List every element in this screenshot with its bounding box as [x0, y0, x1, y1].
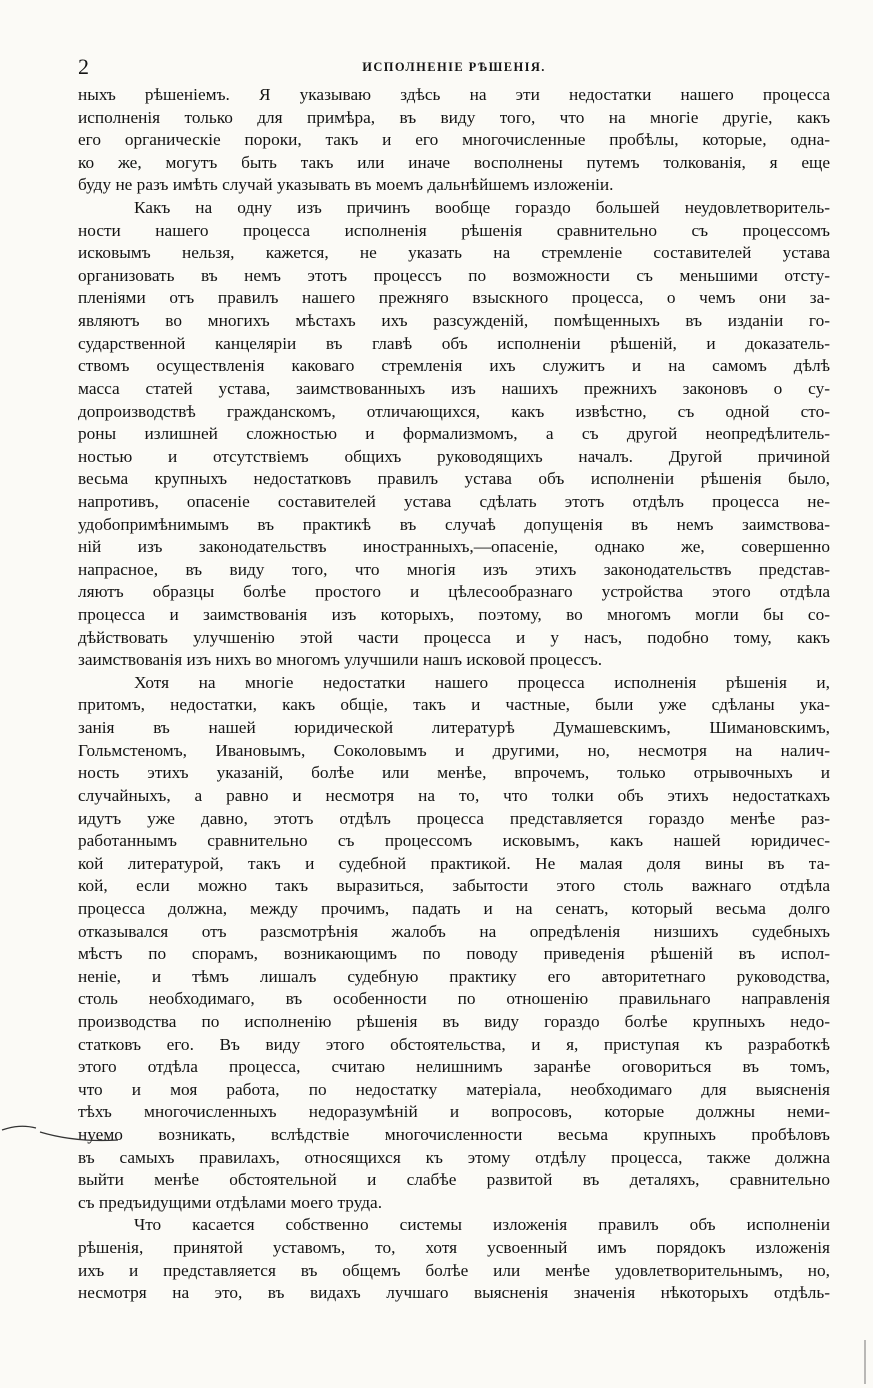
text-line: исковымъ нельзя, кажется, не указать на стремленіе составителей устава — [78, 243, 830, 263]
text-line: ляютъ образцы болѣе простого и цѣлесообразнаго устройства этого отдѣла — [78, 582, 830, 602]
text-line: сударственной канцеляріи въ главѣ объ исполненіи рѣшеній, и доказатель- — [78, 333, 830, 353]
text-line: ностью и отсутствіемъ общихъ руководящихъ началъ. Другой причиной — [78, 446, 830, 466]
text-line: статковъ его. Въ виду этого обстоятельства, и я, приступая къ разработкѣ — [78, 1034, 830, 1054]
text-line: процесса должна, между прочимъ, падать и на сенатъ, который весьма долго — [78, 898, 830, 918]
text-line: мѣстъ по спорамъ, возникающимъ по поводу приведенія рѣшеній въ испол- — [78, 944, 830, 964]
text-line: столь необходимаго, въ особенности по отношенію правильнаго направленія — [78, 989, 830, 1009]
text-line: занія въ нашей юридической литературѣ Думашевскимъ, Шимановскимъ, — [78, 718, 830, 738]
text-line: заимствованія изъ нихъ во многомъ улучшили нашъ исковой процессъ. — [78, 650, 603, 670]
text-line: притомъ, недостатки, какъ общіе, такъ и частные, были уже сдѣланы ука- — [78, 695, 830, 715]
page-content — [78, 50, 830, 1305]
text-line: съ предъидущими отдѣлами моего труда. — [78, 1192, 383, 1212]
text-line: масса статей устава, заимствованныхъ изъ нашихъ прежнихъ законовъ о су- — [78, 378, 830, 398]
text-line: кой, если можно такъ выразиться, забытости этого столь важнаго отдѣла — [78, 876, 830, 896]
page-header — [78, 50, 830, 84]
text-line: являютъ во многихъ мѣстахъ ихъ разсужденій, помѣщенныхъ въ изданіи го- — [78, 311, 830, 331]
text-line: ній изъ законодательствъ иностранныхъ,—опасеніе, однако же, совершенно — [78, 537, 830, 557]
text-line: ныхъ рѣшеніемъ. Я указываю здѣсь на эти недостатки нашего процесса — [78, 85, 830, 104]
text-line: удобопримѣнимымъ въ практикѣ въ случаѣ допущенія въ немъ заимствова- — [78, 514, 830, 534]
text-line: производства по исполненію рѣшенія въ виду гораздо болѣе крупныхъ недо- — [78, 1011, 830, 1031]
text-line: пленіями отъ правилъ нашего прежняго взыскного процесса, о чемъ они за- — [78, 288, 830, 308]
text-line: роны излишней сложностью и формализмомъ, а съ другой неопредѣлитель- — [78, 424, 830, 444]
text-line: въ самыхъ правилахъ, относящихся къ этому отдѣлу процесса, также должна — [78, 1147, 830, 1167]
text-line: дѣйствовать улучшенію этой части процесса и у насъ, подобно тому, какъ — [78, 627, 830, 647]
text-line: допроизводствѣ гражданскомъ, отличающихся, какъ извѣстно, съ одной сто- — [78, 401, 830, 421]
text-line: его органическіе пороки, такъ и его многочисленные пробѣлы, которые, одна- — [78, 130, 830, 150]
text-line: ихъ и представляется въ общемъ болѣе или менѣе удовлетворительнымъ, но, — [78, 1260, 830, 1280]
text-line: этого отдѣла процесса, считаю нелишнимъ заранѣе оговориться въ томъ, — [78, 1057, 830, 1077]
text-line: процесса и заимствованія изъ которыхъ, поэтому, во многомъ могли бы со- — [78, 605, 830, 625]
running-head: ИСПОЛНЕНІЕ РѢШЕНІЯ. — [362, 60, 546, 74]
text-line: Хотя на многіе недостатки нашего процесса исполненія рѣшенія и, — [134, 672, 830, 692]
text-line: кой литературой, такъ и судебной практикой. Не малая доля вины въ та- — [78, 853, 830, 873]
text-line: несмотря на это, въ видахъ лучшаго выясненія значенія нѣкоторыхъ отдѣль- — [78, 1283, 830, 1303]
text-line: отказывался отъ разсмотрѣнія жалобъ на опредѣленія низшихъ судебныхъ — [78, 921, 830, 941]
page-number: 2 — [78, 54, 89, 79]
text-line: буду не разъ имѣть случай указывать въ моемъ дальнѣйшемъ изложеніи. — [78, 175, 614, 195]
text-line: что и моя работа, по недостатку матеріала, необходимаго для выясненія — [78, 1079, 830, 1099]
body-text — [78, 84, 830, 1305]
text-line: идутъ уже давно, этотъ отдѣлъ процесса представляется гораздо менѣе раз- — [78, 808, 830, 828]
text-line: напротивъ, опасеніе составителей устава сдѣлать этотъ отдѣлъ процесса не- — [78, 491, 830, 511]
text-line: ность этихъ указаній, болѣе или менѣе, впрочемъ, только отрывочныхъ и — [78, 763, 830, 783]
text-line: неніе, и тѣмъ лишалъ судебную практику его авторитетнаго руководства, — [78, 966, 830, 986]
pencil-margin-mark — [0, 1116, 120, 1152]
text-line: Гольмстеномъ, Ивановымъ, Соколовымъ и другими, но, несмотря на налич- — [78, 740, 830, 760]
text-line: организовать въ немъ этотъ процессъ по возможности съ меньшими отсту- — [78, 265, 830, 285]
text-line: работаннымъ сравнительно съ процессомъ исковымъ, какъ нашей юридичес- — [78, 831, 830, 851]
text-line: выйти менѣе обстоятельной и слабѣе развитой въ деталяхъ, сравнительно — [78, 1170, 830, 1190]
text-line: ко же, могутъ быть такъ или иначе восполнены путемъ толкованія, я еще — [78, 152, 830, 172]
text-line: напрасное, въ виду того, что многія изъ этихъ законодательствъ представ- — [78, 559, 830, 579]
text-line: исполненія только для примѣра, въ виду того, что на многіе другіе, какъ — [78, 107, 830, 127]
text-line: Что касается собственно системы изложенія правилъ объ исполненіи — [134, 1215, 830, 1235]
text-line: Какъ на одну изъ причинъ вообще гораздо большей неудовлетворитель- — [134, 198, 830, 218]
text-line: нуемо возникать, вслѣдствіе многочисленности весьма крупныхъ пробѣловъ — [78, 1125, 830, 1145]
text-line: ности нашего процесса исполненія рѣшенія сравнительно съ процессомъ — [78, 220, 830, 240]
text-line: весьма крупныхъ недостатковъ правилъ устава объ исполненіи рѣшенія было, — [78, 469, 830, 489]
text-line: случайныхъ, а равно и несмотря на то, что толки объ этихъ недостаткахъ — [78, 785, 830, 805]
text-line: тѣхъ многочисленныхъ недоразумѣній и вопросовъ, которые должны неми- — [78, 1102, 830, 1122]
text-line: рѣшенія, принятой уставомъ, то, хотя усвоенный имъ порядокъ изложенія — [78, 1238, 830, 1258]
page-edge-mark — [862, 1340, 868, 1384]
text-line: ствомъ осуществленія каковаго стремленія ихъ служитъ и на самомъ дѣлѣ — [78, 356, 830, 376]
